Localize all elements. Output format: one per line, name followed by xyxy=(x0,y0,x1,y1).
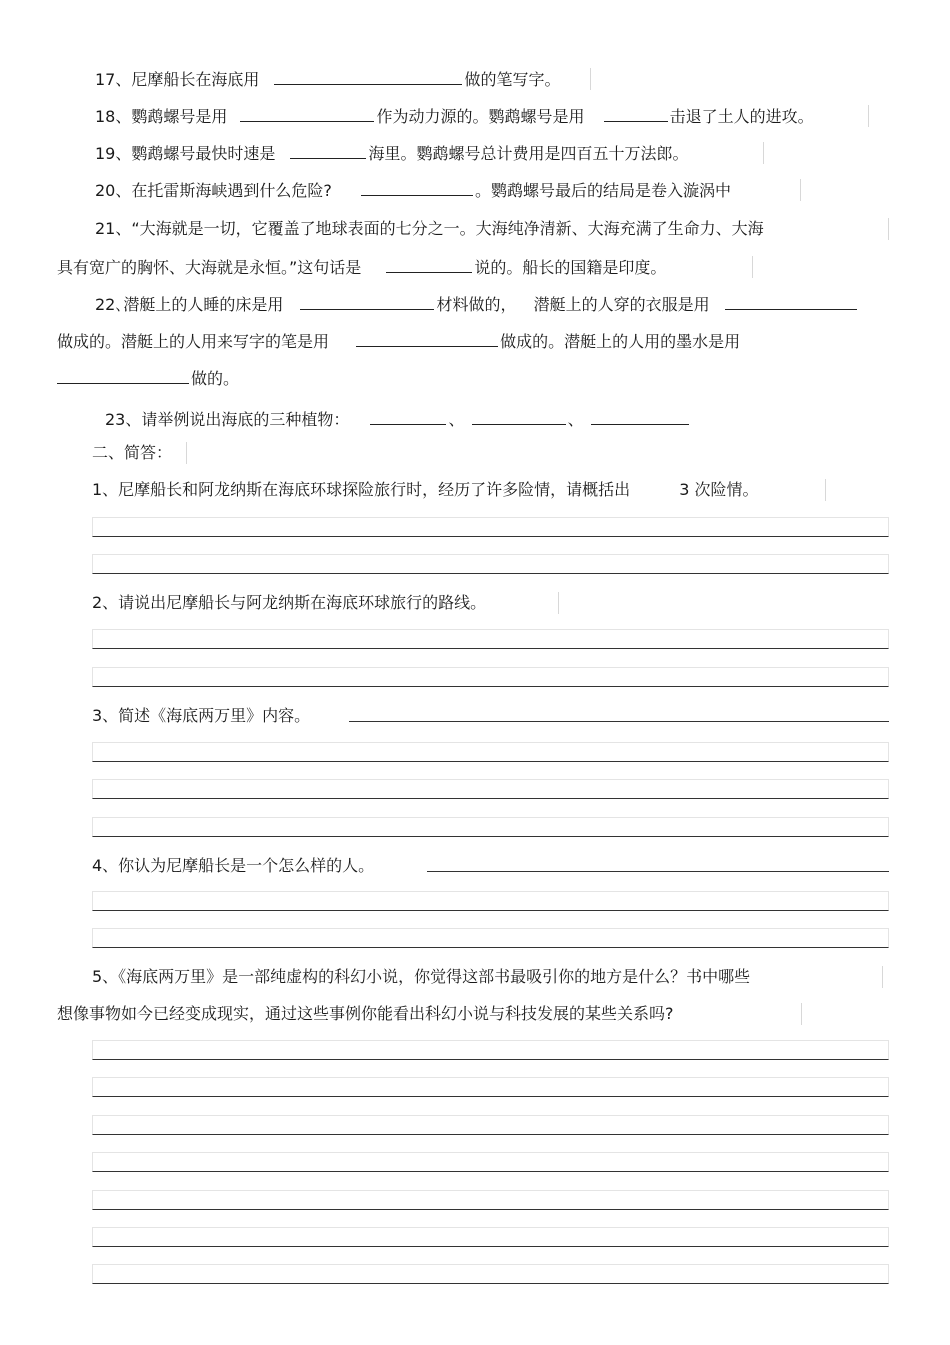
answer-line[interactable] xyxy=(92,779,889,799)
question-text: 3、简述《海底两万里》内容。 xyxy=(92,706,311,725)
question-text: 17、尼摩船长在海底用 xyxy=(95,70,260,89)
question-text: 5、《海底两万里》是一部纯虚构的科幻小说，你觉得这部书最吸引你的地方是什么？书中哪些 xyxy=(92,967,751,986)
answer-blank[interactable] xyxy=(361,179,473,196)
answer-line[interactable] xyxy=(92,517,889,537)
question-text: 18、鹦鹉螺号是用 xyxy=(95,107,228,126)
question-text: 想像事物如今已经变成现实，通过这些事例你能看出科幻小说与科技发展的某些关系吗? xyxy=(57,1004,674,1023)
answer-line[interactable] xyxy=(92,891,889,911)
question-text: 做成的。潜艇上的人用来写字的笔是用 xyxy=(57,332,330,351)
short-answer-1 xyxy=(92,479,759,501)
question-18 xyxy=(95,105,814,128)
answer-line[interactable] xyxy=(92,928,889,948)
question-text: 作为动力源的。鹦鹉螺号是用 xyxy=(376,107,585,126)
answer-line[interactable] xyxy=(92,1077,889,1097)
question-text: 1、尼摩船长和阿龙纳斯在海底环球探险旅行时，经历了许多险情，请概括出 xyxy=(92,480,631,499)
question-19 xyxy=(95,142,688,165)
short-answer-5-cont xyxy=(57,1003,674,1025)
answer-line[interactable] xyxy=(92,1227,889,1247)
short-answer-2 xyxy=(92,592,486,614)
question-text: 击退了土人的进攻。 xyxy=(669,107,814,126)
section-heading: 二、简答： xyxy=(92,443,173,462)
answer-line[interactable] xyxy=(92,742,889,762)
question-22-cont2 xyxy=(57,367,239,390)
divider xyxy=(868,105,869,127)
question-text: 做的笔写字。 xyxy=(464,70,561,89)
answer-line[interactable] xyxy=(92,1040,889,1060)
answer-line[interactable] xyxy=(92,554,889,574)
question-text: 材料做的， xyxy=(436,295,517,314)
answer-blank[interactable] xyxy=(290,142,366,159)
question-text: 23、请举例说出海底的三种植物： xyxy=(105,410,350,429)
section-title xyxy=(92,442,172,464)
question-text: 22､潜艇上的人睡的床是用 xyxy=(95,295,284,314)
answer-blank[interactable] xyxy=(472,408,566,425)
answer-blank[interactable] xyxy=(240,105,374,122)
question-text: 4、你认为尼摩船长是一个怎么样的人。 xyxy=(92,856,375,875)
divider xyxy=(763,142,764,164)
separator: 、 xyxy=(567,410,584,429)
question-text: 3 次险情。 xyxy=(679,480,759,499)
answer-line[interactable] xyxy=(92,817,889,837)
question-20 xyxy=(95,179,731,202)
question-text: 潜艇上的人穿的衣服是用 xyxy=(533,295,710,314)
divider xyxy=(752,256,753,278)
question-22-cont xyxy=(57,330,740,353)
question-text: 21、“大海就是一切，它覆盖了地球表面的七分之一。大海纯净清新、大海充满了生命力、大海 xyxy=(95,219,764,238)
question-text: 。鹦鹉螺号最后的结局是卷入漩涡中 xyxy=(474,181,731,200)
divider xyxy=(825,479,826,501)
question-text: 海里。鹦鹉螺号总计费用是四百五十万法郎。 xyxy=(368,144,689,163)
answer-blank[interactable] xyxy=(370,408,446,425)
answer-blank[interactable] xyxy=(300,293,434,310)
answer-line[interactable] xyxy=(427,860,889,872)
divider xyxy=(882,966,883,988)
short-answer-3 xyxy=(92,705,310,727)
answer-line[interactable] xyxy=(92,1152,889,1172)
short-answer-5 xyxy=(92,966,750,988)
separator: 、 xyxy=(448,410,465,429)
question-text: 具有宽广的胸怀、大海就是永恒。”这句话是 xyxy=(57,258,362,277)
question-17 xyxy=(95,68,560,91)
answer-blank[interactable] xyxy=(604,105,668,122)
answer-line[interactable] xyxy=(92,1264,889,1284)
divider xyxy=(888,218,889,240)
question-text: 19、鹦鹉螺号最快时速是 xyxy=(95,144,276,163)
divider xyxy=(186,442,187,464)
answer-line[interactable] xyxy=(92,1190,889,1210)
question-21-cont xyxy=(57,256,666,279)
divider xyxy=(801,1003,802,1025)
question-text: 做的。 xyxy=(191,369,240,388)
question-21 xyxy=(95,218,764,240)
answer-blank[interactable] xyxy=(57,367,189,384)
answer-blank[interactable] xyxy=(356,330,498,347)
answer-blank[interactable] xyxy=(591,408,689,425)
answer-line[interactable] xyxy=(92,629,889,649)
question-text: 做成的。潜艇上的人用的墨水是用 xyxy=(500,332,741,351)
answer-blank[interactable] xyxy=(725,293,857,310)
question-23 xyxy=(105,408,691,431)
divider xyxy=(590,68,591,90)
answer-blank[interactable] xyxy=(274,68,462,85)
short-answer-4 xyxy=(92,855,374,877)
divider xyxy=(558,592,559,614)
answer-line[interactable] xyxy=(349,710,889,722)
question-text: 2、请说出尼摩船长与阿龙纳斯在海底环球旅行的路线。 xyxy=(92,593,487,612)
answer-blank[interactable] xyxy=(386,256,472,273)
question-text: 说的。船长的国籍是印度。 xyxy=(474,258,667,277)
question-text: 20、在托雷斯海峡遇到什么危险? xyxy=(95,181,332,200)
divider xyxy=(800,179,801,201)
question-22 xyxy=(95,293,859,316)
answer-line[interactable] xyxy=(92,1115,889,1135)
answer-line[interactable] xyxy=(92,667,889,687)
